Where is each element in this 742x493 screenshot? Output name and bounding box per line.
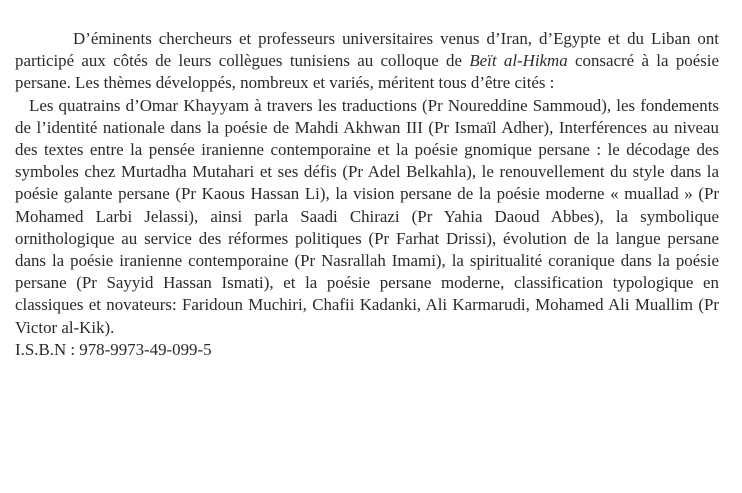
intro-paragraph <box>15 28 719 95</box>
isbn-line: I.S.B.N : 978-9973-49-099-5 <box>15 339 212 359</box>
intro-text-after-title: consacré à la poésie persane. Les thèmes développés, nombreux et variés, méritent tous d’être cités : <box>15 51 719 93</box>
intro-text-before-title: D’éminents chercheurs et professeurs universitaires venus d’Iran, d’Egypte et du Liban ont participé aux côtés de leurs collègues tunisiens au colloque de <box>15 29 719 71</box>
colloquium-venue-title: Beït al-Hikma <box>469 51 568 71</box>
document-page <box>15 28 719 361</box>
themes-paragraph: Les quatrains d’Omar Khayyam à travers les traductions (Pr Noureddine Sammoud), les fondements de l’identité nationale dans la poésie de Mahdi Akhwan III (Pr Ismaïl Adher), Interférences au niveau des textes entre la pensée iranienne contemporaine et la poésie gnomique persane : le décodage des symboles chez Murtadha Mutahari et ses défis (Pr Adel Belkahla), le renouvellement du style dans la poésie galante persane (Pr Kaous Hassan Li), la vision persane de la poésie moderne « muallad » (Pr Mohamed Larbi Jelassi), ainsi parla Saadi Chirazi (Pr Yahia Daoud Abbes), la symbolique ornithologique au service des réformes politiques (Pr Farhat Drissi), évolution de la langue persane dans la poésie iranienne contemporaine (Pr Nasrallah Imami), la spiritualité coranique dans la poésie persane (Pr Sayyid Hassan Ismati), et la poésie persane moderne, classification typologique en classiques et novateurs: Faridoun Muchiri, Chafii Kadanki, Ali Karmarudi, Mohamed Ali Muallim (Pr Victor al-Kik). <box>15 95 719 337</box>
